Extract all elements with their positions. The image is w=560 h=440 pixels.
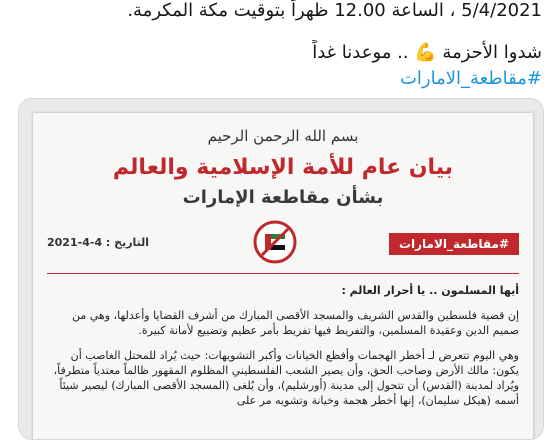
tweet-line-message: شدوا الأحزمة 💪 .. موعدنا غداً	[312, 42, 542, 63]
document-subtitle: بشأن مقاطعة الإمارات	[182, 187, 384, 208]
tweet-line-date: 5/4/2021 ، الساعة 12.00 ظهراً بتوقيت مكة المكرمة.	[127, 0, 542, 21]
tweet-text	[18, 0, 542, 92]
boycott-emblem-icon	[253, 220, 297, 264]
document-body	[47, 283, 519, 418]
document-title: بيان عام للأمة الإسلامية والعالم	[112, 155, 454, 180]
tweet-hashtag-link[interactable]: #مقاطعة_الامارات	[399, 68, 542, 89]
statement-document	[33, 113, 533, 440]
document-paragraph-1: إن قضية فلسطين والقدس الشريف والمسجد الأقصى المبارك من أشرف القضايا وأعدلها، وهي من صميم الدين وعقيدة المسلمين، والتفريط فيها تفريط بأمر عظيم وتضييع لأمانة كبيرة.	[72, 309, 519, 337]
document-paragraph-2: وهي اليوم تتعرض لـ أخطر الهجمات وأفظع الخيانات وأكبر التشويهات: حيث يُراد للمحتل الغاصب أن يكون: مالك الأرض وصاحب الحق، وأن يصير الشعب الفلسطيني المظلوم المقهور ظالماً معتدياً متطرفاً، ويُراد لمدينة (القدس) أن تتحول إلى مدينة (أورشليم)، وأن يُلغى (المسجد الأقصى المبارك) ليصير شيئاً أسمه (هيكل سليمان)، إنها أخطر هجمة وخيانة وتشويه مر على	[53, 349, 519, 407]
header-divider	[47, 273, 519, 274]
document-greeting: أيها المسلمون .. يا أحرار العالم :	[341, 284, 519, 297]
tweet-media-image[interactable]	[18, 98, 544, 440]
document-date: التاريخ : 4-4-2021	[47, 236, 150, 249]
basmala-calligraphy: بسم الله الرحمن الرحيم	[207, 127, 359, 145]
document-hashtag-box: #مقاطعة_الامارات	[389, 233, 519, 255]
